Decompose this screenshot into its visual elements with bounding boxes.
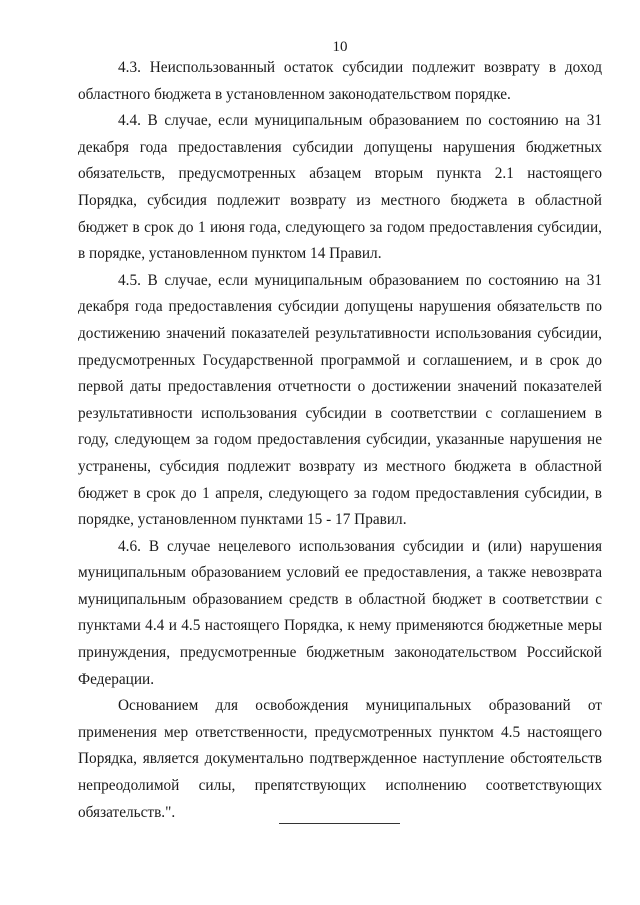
paragraph-4-6: 4.6. В случае нецелевого использования субсидии и (или) нарушения муниципальным образованием условий ее предоставления, а также невозврата муниципальным образованием средств в областной бюджет в соответствии с пунктами 4.4 и 4.5 настоящего Порядка, к нему применяются бюджетные меры принуждения, предусмотренные бюджетным законодательством Российской Федерации. <box>78 537 602 688</box>
paragraph-4-4: 4.4. В случае, если муниципальным образованием по состоянию на 31 декабря года предоставления субсидии допущены нарушения бюджетных обязательств, предусмотренных абзацем вторым пункта 2.1 настоящего Порядка, субсидия подлежит возврату из местного бюджета в областной бюджет в срок до 1 июня года, следующего за годом предоставления субсидии, в порядке, установленном пунктом 14 Правил. <box>78 112 602 263</box>
footer-divider-line <box>279 823 400 824</box>
paragraph-4-3: 4.3. Неиспользованный остаток субсидии подлежит возврату в доход областного бюджета в установленном законодательством порядке. <box>78 59 602 103</box>
paragraph-force-majeure: Основанием для освобождения муниципальных образований от применения мер ответственности, предусмотренных пунктом 4.5 настоящего Порядка, является документально подтвержденное наступление обстоятельств непреодолимой силы, препятствующих исполнению соответствующих обязательств.". <box>78 697 602 821</box>
page-number: 10 <box>332 39 348 55</box>
document-body <box>78 55 602 826</box>
paragraph-4-5: 4.5. В случае, если муниципальным образованием по состоянию на 31 декабря года предоставления субсидии допущены нарушения обязательств по достижению значений показателей результативности использования субсидии, предусмотренных Государственной программой и соглашением, и в срок до первой даты предоставления отчетности о достижении значений показателей результативности использования субсидии в соответствии с соглашением в году, следующем за годом предоставления субсидии, указанные нарушения не устранены, субсидия подлежит возврату из местного бюджета в областной бюджет в срок до 1 апреля, следующего за годом предоставления субсидии, в порядке, установленном пунктами 15 - 17 Правил. <box>78 271 602 529</box>
